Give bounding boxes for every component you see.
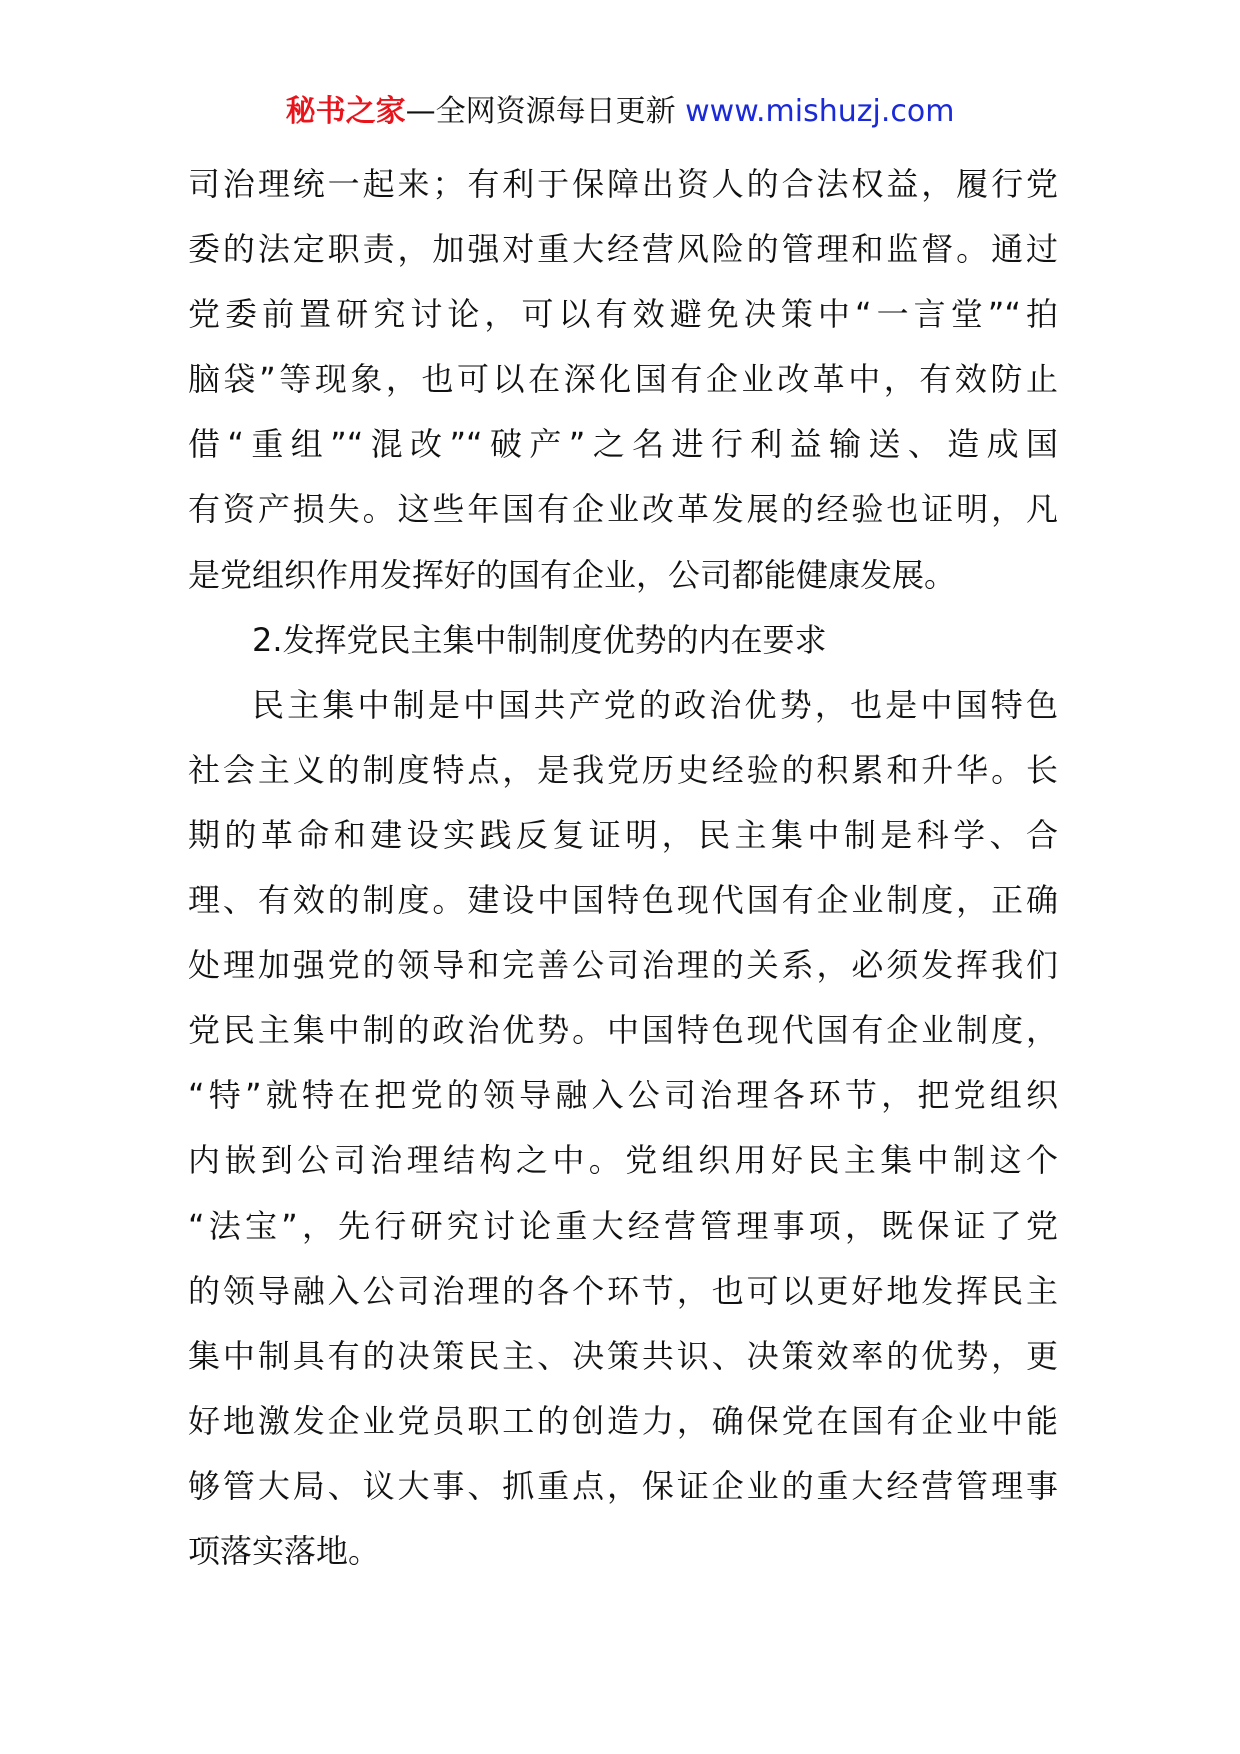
site-slogan: —全网资源每日更新 xyxy=(405,94,676,129)
text-line: 的领导融入公司治理的各个环节，也可以更好地发挥民主 xyxy=(188,1271,1058,1310)
text-line: 党委前置研究讨论，可以有效避免决策中“一言堂”“拍 xyxy=(188,295,1058,334)
section-heading: 2.发挥党民主集中制制度优势的内在要求 xyxy=(252,620,827,659)
site-header xyxy=(0,92,1240,132)
text-line: 理、有效的制度。建设中国特色现代国有企业制度，正确 xyxy=(188,881,1058,920)
text-line: 处理加强党的领导和完善公司治理的关系，必须发挥我们 xyxy=(188,946,1058,985)
text-line: 委的法定职责，加强对重大经营风险的管理和监督。通过 xyxy=(188,230,1058,269)
text-line: 有资产损失。这些年国有企业改革发展的经验也证明，凡 xyxy=(188,490,1058,529)
text-line: 社会主义的制度特点，是我党历史经验的积累和升华。长 xyxy=(188,750,1058,789)
text-line: 内嵌到公司治理结构之中。党组织用好民主集中制这个 xyxy=(188,1141,1058,1180)
text-line: 借“重组”“混改”“破产”之名进行利益输送、造成国 xyxy=(188,425,1058,464)
text-line: 是党组织作用发挥好的国有企业，公司都能健康发展。 xyxy=(188,555,957,594)
text-line: 民主集中制是中国共产党的政治优势，也是中国特色 xyxy=(252,685,1058,724)
text-line: “法宝”，先行研究讨论重大经营管理事项，既保证了党 xyxy=(188,1206,1058,1245)
text-line: 集中制具有的决策民主、决策共识、决策效率的优势，更 xyxy=(188,1336,1058,1375)
text-line: 项落实落地。 xyxy=(188,1531,381,1570)
text-line: 脑袋”等现象，也可以在深化国有企业改革中，有效防止 xyxy=(188,360,1058,399)
text-line: 好地激发企业党员职工的创造力，确保党在国有企业中能 xyxy=(188,1401,1058,1440)
text-line: “特”就特在把党的领导融入公司治理各环节，把党组织 xyxy=(188,1076,1058,1115)
site-url-link[interactable]: www.mishuzj.com xyxy=(685,94,955,129)
document-body xyxy=(188,162,1058,1594)
text-line: 期的革命和建设实践反复证明，民主集中制是科学、合 xyxy=(188,815,1058,854)
text-line: 司治理统一起来；有利于保障出资人的合法权益，履行党 xyxy=(188,165,1058,203)
text-line: 党民主集中制的政治优势。中国特色现代国有企业制度， xyxy=(188,1011,1058,1050)
site-brand: 秘书之家 xyxy=(285,94,406,129)
text-line: 够管大局、议大事、抓重点，保证企业的重大经营管理事 xyxy=(188,1466,1058,1505)
